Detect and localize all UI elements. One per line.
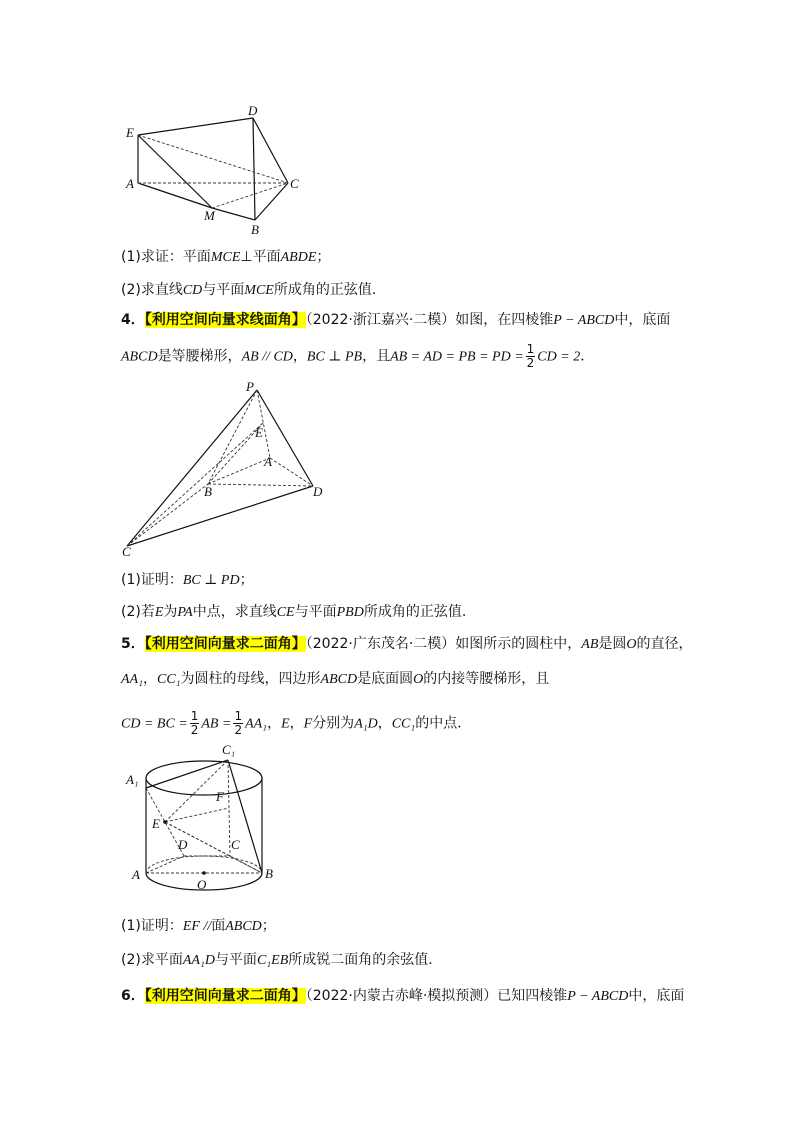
label-B: B <box>265 866 273 881</box>
label-E: E <box>255 425 263 440</box>
q5-stem-line3: CD = BC = $\frac{1}{2}$ AB = $\frac{1}{2}$ AA₁，E，F分别为A₁D，CC₁的中点． <box>121 709 472 737</box>
label-B: B <box>251 222 259 237</box>
q4-stem-line2: ABCD是等腰梯形，AB // CD，BC ⊥ PB，且AB = AD = PB = PD = $\frac{1}{2}$ CD = 2． <box>121 342 595 370</box>
label-E: E <box>126 125 134 140</box>
label-E: E <box>152 816 160 831</box>
q5-stem-line2: AA₁，CC₁为圆柱的母线，四边形ABCD是底面圆O的内接等腰梯形，且 <box>121 671 550 687</box>
label-A1: A₁ <box>126 772 139 787</box>
label-B: B <box>204 484 212 499</box>
q4-part2: (2)若E为PA中点，求直线CE与平面PBD所成角的正弦值. <box>121 604 467 620</box>
q3-part1: (1)求证：平面MCE⊥平面ABDE； <box>121 249 331 265</box>
fraction-half: $\frac{1}{2}$ <box>526 342 535 370</box>
label-C: C <box>122 544 131 558</box>
label-A: A <box>132 867 140 882</box>
label-C: C <box>231 837 240 852</box>
label-A: A <box>126 176 134 191</box>
q5-topic-tag: 【利用空间向量求二面角】 <box>144 636 306 652</box>
q6-topic-tag: 【利用空间向量求二面角】 <box>144 988 306 1004</box>
label-D: D <box>178 837 188 852</box>
label-D: D <box>313 484 323 499</box>
figure-cylinder <box>118 738 293 898</box>
label-A: A <box>264 454 272 469</box>
figure-pyramid <box>112 378 342 558</box>
q5-stem-line1: 5．【利用空间向量求二面角】（2022·广东茂名·二模）如图所示的圆柱中，AB是圆O的直径， <box>121 636 693 652</box>
label-C1: C₁ <box>222 742 236 757</box>
q3-part2: (2)求直线CD与平面MCE所成角的正弦值． <box>121 282 386 298</box>
q5-part2: (2)求平面AA₁D与平面C₁EB所成锐二面角的余弦值． <box>121 952 443 968</box>
q5-part1: (1)证明：EF //面ABCD； <box>121 918 276 934</box>
label-D: D <box>248 103 258 118</box>
label-O: O <box>197 877 207 892</box>
q4-part1: (1)证明：BC ⊥ PD； <box>121 572 254 588</box>
label-F: F <box>216 789 224 804</box>
figure-pentagon-prism <box>118 100 318 240</box>
label-M: M <box>204 208 215 223</box>
label-C: C <box>290 176 299 191</box>
q6-stem-line1: 6．【利用空间向量求二面角】（2022·内蒙古赤峰·模拟预测）已知四棱锥P − ABCD中，底面 <box>121 988 685 1004</box>
label-P: P <box>246 379 254 394</box>
q4-stem-line1: 4．【利用空间向量求线面角】（2022·浙江嘉兴·二模）如图，在四棱锥P − ABCD中，底面 <box>121 312 671 328</box>
q4-topic-tag: 【利用空间向量求线面角】 <box>144 312 306 328</box>
